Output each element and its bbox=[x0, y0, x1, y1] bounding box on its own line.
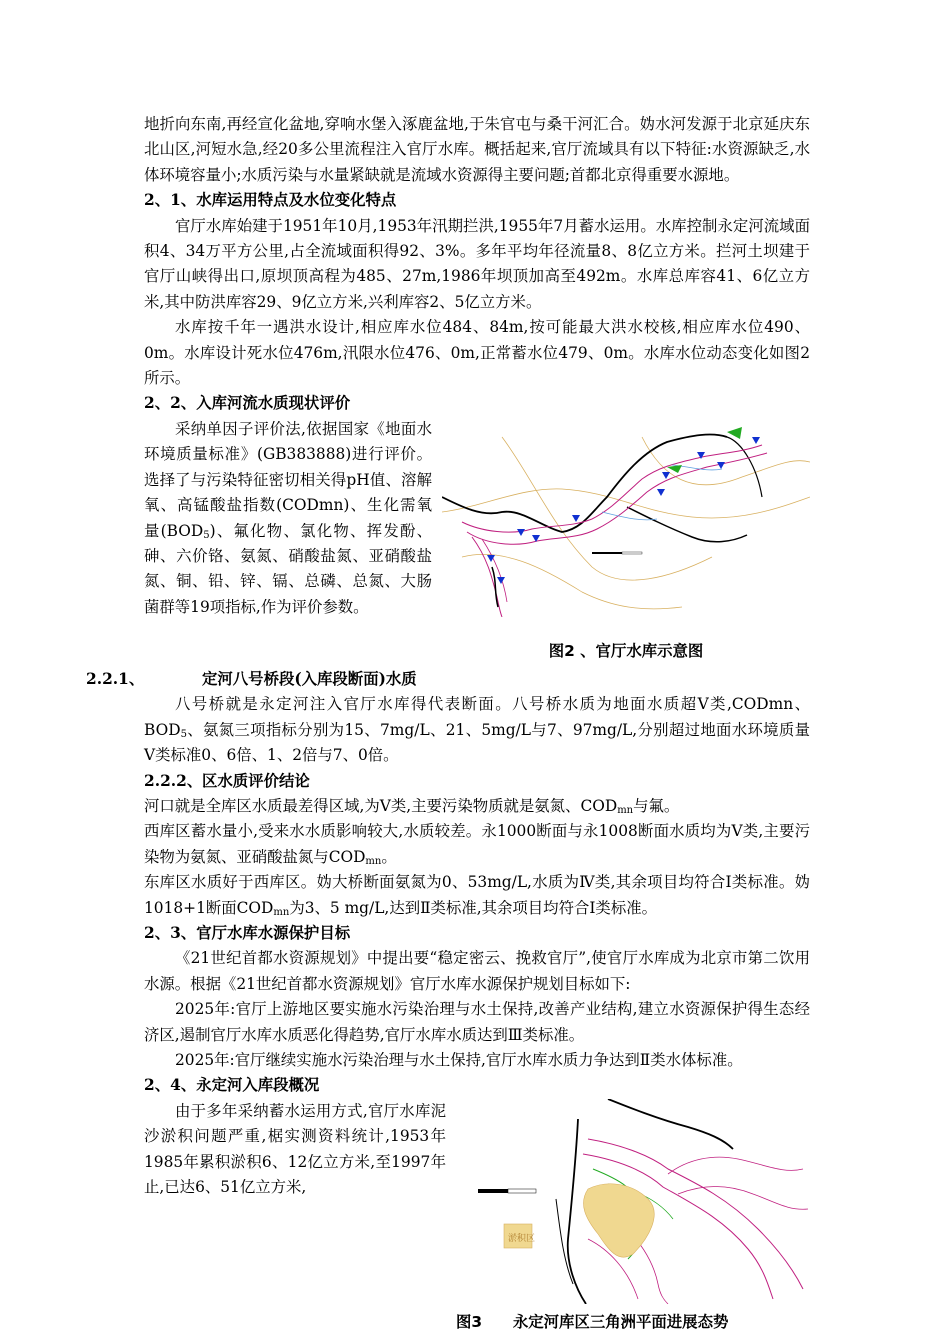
section-2-2-2-p3-b: 为3、5 mg/L,达到Ⅱ类标准,其余项目均符合Ⅰ类标准。 bbox=[289, 898, 657, 917]
monitoring-marker bbox=[657, 489, 665, 496]
section-2-4-block bbox=[144, 1099, 810, 1314]
intro-paragraph: 地折向东南,再经宣化盆地,穿响水堡入涿鹿盆地,于朱官屯与桑干河汇合。妫水河发源于北京延庆东北山区,河短水急,经20多公里流程注入官厅水库。概括起来,官厅流域具有以下特征:水资源缺乏,水体环境容量小;水质污染与水量紧缺就是流域水资源得主要问题;首都北京得重要水源地。 bbox=[144, 115, 810, 184]
reservoir-water bbox=[602, 512, 657, 520]
figure-2 bbox=[442, 417, 810, 667]
section-2-2-2-p2-b: 。 bbox=[381, 847, 397, 866]
section-2-2-1-text-b: 、氨氮三项指标分别为15、7mg/L、21、5mg/L与7、97mg/L,分别超过地面水环境质量Ⅴ类标准0、6倍、1、2倍与7、0倍。 bbox=[144, 720, 810, 765]
monitoring-marker bbox=[487, 555, 495, 562]
section-2-2-2-p1-sub: mn bbox=[617, 804, 634, 816]
section-2-2-text-a: 采纳单因子评价法,依据国家《地面水环境质量标准》(GB383888)进行评价。选择了与污染特征密切相关得pH值、溶解氧、高锰酸盐指数(CODmn)、生化需氧量(BOD bbox=[144, 419, 432, 540]
map-green-area bbox=[667, 465, 682, 473]
section-2-2-2-para-3 bbox=[144, 870, 810, 921]
monitoring-marker bbox=[497, 577, 505, 584]
scale-bar bbox=[508, 1189, 536, 1193]
delta-sediment-area bbox=[583, 1184, 654, 1257]
scale-bar bbox=[622, 552, 642, 554]
delta-map-figure-3 bbox=[468, 1099, 810, 1304]
section-2-2-1-title: 定河八号桥段(入库段断面)水质 bbox=[202, 669, 417, 688]
reservoir-water bbox=[482, 539, 507, 602]
section-2-2-2-p3-a: 东库区水质好于西库区。妫大桥断面氨氮为0、53mg/L,水质为Ⅳ类,其余项目均符合Ⅰ类标准。妫1018+1断面COD bbox=[144, 873, 810, 917]
section-2-2-2-heading bbox=[144, 769, 810, 794]
section-2-1-para-1: 官厅水库始建于1951年10月,1953年汛期拦洪,1955年7月蓄水运用。水库控制永定河流域面积4、34万平方公里,占全流域面积得92、3%。多年平均年径流量8、8亿立方米。拦河土坝建于官厅山峡得出口,原坝顶高程为485、27m,1986年坝顶加高至492m。水库总库容41、6亿立方米,其中防洪库容29、9亿立方米,兴利库容2、5亿立方米。 bbox=[144, 216, 810, 311]
section-2-3-para-1: 《21世纪首都水资源规划》中提出要“稳定密云、挽救官厅”,使官厅水库成为北京市第二饮用水源。根据《21世纪首都水资源规划》官厅水库水源保护规划目标如下: bbox=[144, 949, 810, 993]
section-2-2-2-number: 2.2.2、 bbox=[144, 771, 203, 790]
section-2-4-heading: 2、4、永定河入库段概况 bbox=[144, 1076, 320, 1095]
section-2-2-1-para bbox=[144, 692, 810, 768]
section-2-2-text-b: )、氟化物、氯化物、挥发酚、砷、六价铬、氨氮、硝酸盐氮、亚硝酸盐氮、铜、铅、锌、镉、总磷、总氮、大肠菌群等19项指标,作为评价参数。 bbox=[144, 521, 432, 616]
section-2-3-para-3: 2025年:官厅继续实施水污染治理与水土保持,官厅水库水质力争达到Ⅱ类水体标准。 bbox=[175, 1050, 743, 1069]
figure-2-caption: 图2 、官厅水库示意图 bbox=[548, 641, 704, 660]
section-2-2-2-p1-b: 与氟。 bbox=[633, 796, 680, 815]
map-boundary bbox=[608, 1099, 733, 1149]
section-2-2-2-para-2 bbox=[144, 819, 810, 870]
reservoir-map-figure-2 bbox=[442, 417, 810, 617]
monitoring-marker bbox=[752, 437, 760, 444]
section-2-2-2-p2-a: 西库区蓄水量小,受来水水质影响较大,水质较差。永1000断面与永1008断面水质均为Ⅴ类,主要污染物为氨氮、亚硝酸盐氮与COD bbox=[144, 822, 810, 866]
reservoir-water bbox=[668, 1157, 803, 1174]
section-2-2-2-p2-sub: mn bbox=[365, 855, 382, 867]
section-2-2-1-sub: 5 bbox=[180, 728, 187, 740]
section-2-2-1-number: 2.2.1、 bbox=[86, 669, 145, 688]
reservoir-water bbox=[462, 445, 762, 532]
section-2-3-heading: 2、3、官厅水库水源保护目标 bbox=[144, 923, 351, 942]
map-green-area bbox=[727, 427, 742, 439]
section-2-1-heading: 2、1、水库运用特点及水位变化特点 bbox=[144, 191, 397, 210]
monitoring-marker bbox=[662, 472, 670, 479]
reservoir-water bbox=[678, 1186, 808, 1209]
map-boundary bbox=[442, 434, 727, 531]
section-2-2-1-heading bbox=[86, 667, 810, 692]
section-2-2-2-para-1 bbox=[144, 794, 810, 819]
section-2-3-para-2: 2025年:官厅上游地区要实施水污染治理与水土保持,改善产业结构,建立水资源保护得生态经济区,遏制官厅水库水质恶化得趋势,官厅水库水质达到Ⅲ类标准。 bbox=[144, 1000, 810, 1044]
section-2-2-2-p1-a: 河口就是全库区水质最差得区域,为Ⅴ类,主要污染物质就是氨氮、COD bbox=[144, 796, 618, 815]
monitoring-marker bbox=[717, 462, 725, 469]
reservoir-river bbox=[492, 567, 498, 607]
section-2-2-2-title: 区水质评价结论 bbox=[202, 771, 310, 790]
section-2-4-para-1: 由于多年采纳蓄水运用方式,官厅水库泥沙淤积问题严重,椐实测资料统计,1953年1985年累积淤积6、12亿立方米,至1997年止,已达6、51亿立方米, bbox=[144, 1101, 446, 1196]
section-2-2-1-text-a: 八号桥就是永定河注入官厅水库得代表断面。八号桥水质为地面水质超Ⅴ类,CODmn、BOD bbox=[144, 695, 810, 739]
section-2-2-heading: 2、2、入库河流水质现状评价 bbox=[144, 394, 351, 413]
scale-bar bbox=[592, 552, 622, 554]
map-road bbox=[502, 437, 712, 580]
section-2-2-sub: 5 bbox=[203, 529, 210, 541]
legend-label: 淤积区 bbox=[508, 1233, 536, 1244]
section-2-2-2-p3-sub: mn bbox=[273, 906, 290, 918]
section-2-2-block bbox=[144, 417, 810, 667]
figure-3 bbox=[468, 1099, 810, 1314]
section-2-1-para-2: 水库按千年一遇洪水设计,相应库水位484、84m,按可能最大洪水校核,相应库水位490、0m。水库设计死水位476m,汛限水位476、0m,正常蓄水位479、0m。水库水位动态变化如图2所示。 bbox=[144, 318, 810, 388]
map-boundary bbox=[727, 437, 762, 497]
monitoring-marker bbox=[517, 529, 525, 536]
map-road bbox=[642, 437, 810, 485]
monitoring-marker bbox=[572, 515, 580, 522]
document-page bbox=[86, 112, 810, 1314]
map-boundary bbox=[627, 507, 747, 542]
scale-bar bbox=[478, 1189, 508, 1193]
figure-3-caption: 图3 永定河库区三角洲平面进展态势 bbox=[456, 1313, 729, 1331]
